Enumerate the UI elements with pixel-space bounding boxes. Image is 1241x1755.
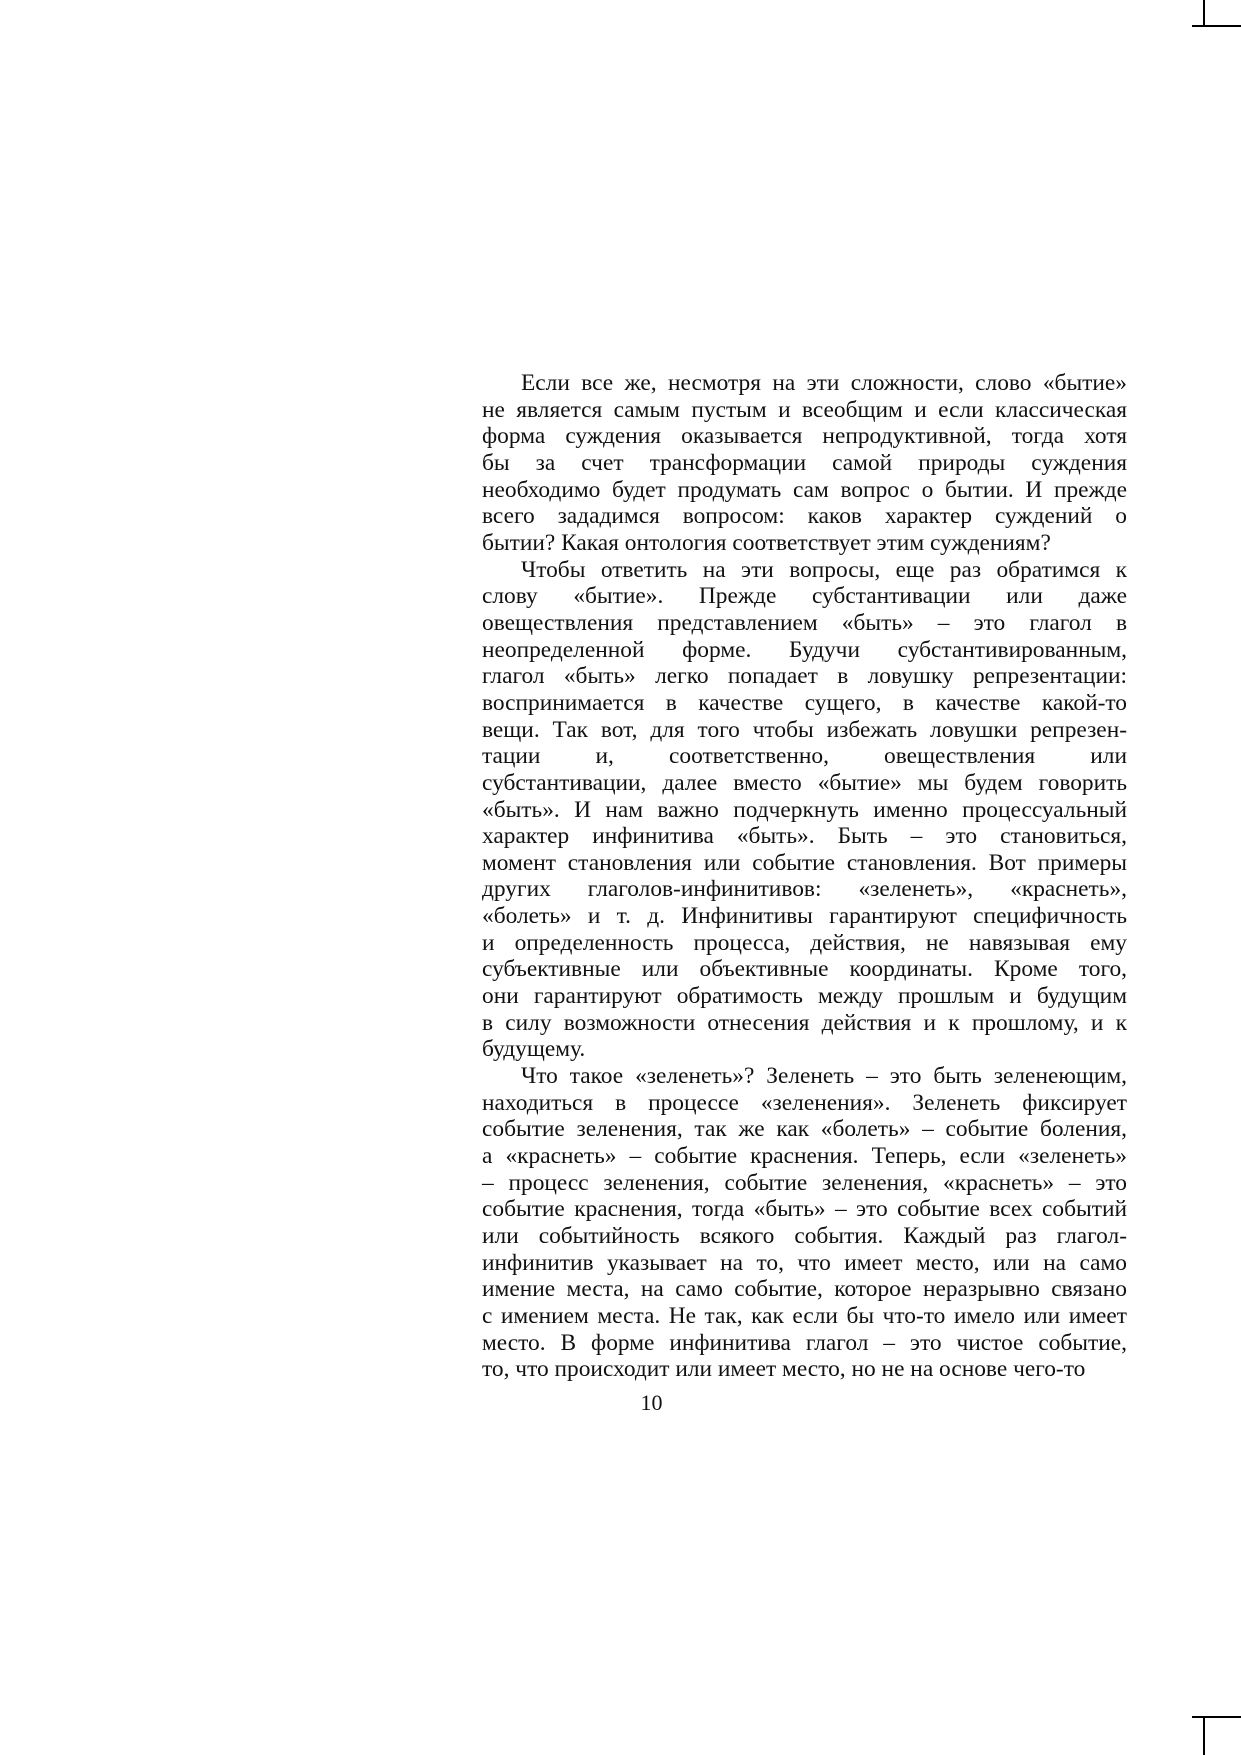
text-line: или событийность всякого события. Каждый раз глагол-	[482, 1223, 1127, 1249]
text-line: в силу возможности отнесения действия и к прошлому, и к	[482, 1009, 1127, 1036]
text-line: неопределенной форме. Будучи субстантивированным,	[482, 636, 1127, 663]
paragraph	[482, 370, 1127, 557]
text-line: овеществления представлением «быть» – это глагол в	[482, 609, 1127, 636]
text-line: находиться в процессе «зеленения». Зеленеть фиксирует	[482, 1089, 1127, 1116]
text-line: Чтобы ответить на эти вопросы, еще раз обратимся к	[521, 556, 1127, 583]
text-line: а «краснеть» – событие краснения. Теперь, если «зеленеть»	[482, 1143, 1127, 1170]
text-line: – процесс зеленения, событие зеленения, «краснеть» – это	[482, 1169, 1127, 1196]
text-line: с имением места. Не так, как если бы что-то имело или имеет	[482, 1302, 1127, 1329]
text-line: событие краснения, тогда «быть» – это событие всех событий	[482, 1196, 1127, 1223]
text-line: они гарантируют обратимость между прошлым и будущим	[482, 983, 1127, 1010]
text-line: форма суждения оказывается непродуктивной, тогда хотя	[482, 423, 1127, 450]
text-line: место. В форме инфинитива глагол – это чистое событие,	[482, 1329, 1127, 1356]
page-number-value: 10	[640, 1390, 663, 1415]
page-number	[0, 1390, 1241, 1416]
crop-mark-bottom-vertical	[1203, 1716, 1205, 1755]
text-line: всего зададимся вопросом: каков характер суждений о	[482, 503, 1127, 530]
text-line: «болеть» и т. д. Инфинитивы гарантируют специфичность	[482, 903, 1127, 930]
text-line: других глаголов-инфинитивов: «зеленеть», «краснеть»,	[482, 876, 1127, 903]
crop-mark-top-vertical	[1203, 0, 1205, 26]
text-line: момент становления или событие становления. Вот примеры	[482, 849, 1127, 876]
text-line: Что такое «зеленеть»? Зеленеть – это быть зеленеющим,	[521, 1063, 1127, 1090]
text-line: имение места, на само событие, которое неразрывно связано	[482, 1276, 1127, 1303]
text-line: слову «бытие». Прежде субстантивации или даже	[482, 583, 1127, 610]
body-text	[482, 370, 1127, 1383]
text-line: субъективные или объективные координаты. Кроме того,	[482, 956, 1127, 983]
text-line: бы за счет трансформации самой природы суждения	[482, 449, 1127, 476]
text-line: и определенность процесса, действия, не навязывая ему	[482, 929, 1127, 956]
text-line: Если все же, несмотря на эти сложности, слово «бытие»	[521, 370, 1127, 396]
text-line: глагол «быть» легко попадает в ловушку репрезентации:	[482, 663, 1127, 690]
text-line: то, что происходит или имеет место, но не на основе чего-то	[482, 1356, 1086, 1383]
text-line: необходимо будет продумать сам вопрос о бытии. И прежде	[482, 476, 1127, 503]
crop-mark-bottom-horizontal	[1192, 1716, 1241, 1718]
text-line: будущему.	[482, 1036, 586, 1063]
crop-mark-top-horizontal	[1192, 25, 1241, 27]
text-line: вещи. Так вот, для того чтобы избежать ловушки репрезен-	[482, 716, 1127, 743]
text-line: не является самым пустым и всеобщим и если классическая	[482, 396, 1127, 423]
text-line: субстантивации, далее вместо «бытие» мы будем говорить	[482, 769, 1127, 796]
paragraph	[482, 557, 1127, 1063]
paragraph	[482, 1063, 1127, 1383]
text-line: тации и, соответственно, овеществления или	[482, 743, 1127, 770]
text-line: инфинитив указывает на то, что имеет место, или на само	[482, 1249, 1127, 1276]
text-line: характер инфинитива «быть». Быть – это становиться,	[482, 823, 1127, 850]
text-line: воспринимается в качестве сущего, в качестве какой-то	[482, 689, 1127, 716]
text-line: бытии? Какая онтология соответствует этим суждениям?	[482, 529, 1051, 556]
text-line: событие зеленения, так же как «болеть» – событие боления,	[482, 1116, 1127, 1143]
text-line: «быть». И нам важно подчеркнуть именно процессуальный	[482, 796, 1127, 823]
